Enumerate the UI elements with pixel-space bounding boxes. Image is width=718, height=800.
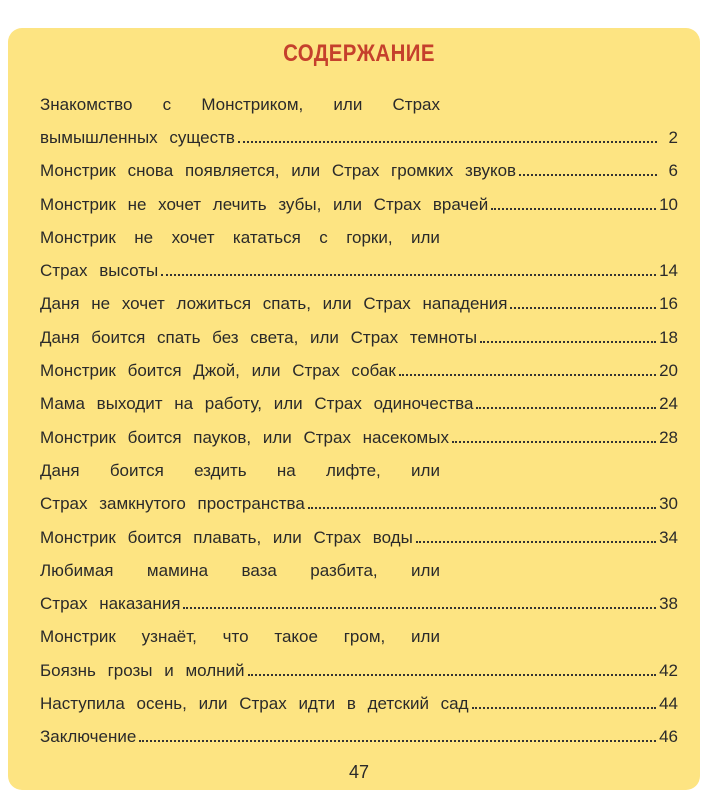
toc-entry-line[interactable] xyxy=(40,554,678,587)
dotted-leader xyxy=(248,674,657,676)
dotted-leader xyxy=(308,507,656,509)
dotted-leader xyxy=(452,441,656,443)
toc-entry-line[interactable] xyxy=(40,354,678,387)
toc-page-number: 38 xyxy=(659,594,678,614)
toc-entry-line[interactable] xyxy=(40,454,678,487)
toc-entry-line[interactable] xyxy=(40,321,678,354)
toc-entry-title: Наступила осень, или Страх идти в детский сад xyxy=(40,693,469,713)
dotted-leader xyxy=(510,307,656,309)
toc-entry-line[interactable] xyxy=(40,521,678,554)
toc-entry-title: Монстрик боится Джой, или Страх собак xyxy=(40,361,396,381)
toc-entry-title: Мама выходит на работу, или Страх одиночества xyxy=(40,394,474,414)
toc-entry-line[interactable] xyxy=(40,188,678,221)
dotted-leader xyxy=(183,607,656,609)
dotted-leader xyxy=(491,208,656,210)
toc-page-number: 18 xyxy=(659,327,678,347)
toc-entry-title: Даня боится ездить на лифте, или xyxy=(40,460,440,480)
toc-page-number: 46 xyxy=(659,727,678,747)
toc-entry-title: Даня боится спать без света, или Страх темноты xyxy=(40,327,478,347)
toc-page-number: 2 xyxy=(668,127,678,147)
toc-entry-title: Страх замкнутого пространства xyxy=(40,494,305,514)
toc-entry-line[interactable] xyxy=(40,654,678,687)
dotted-leader xyxy=(416,541,656,543)
toc-entry-line[interactable] xyxy=(40,421,678,454)
toc-entry-title: Монстрик боится пауков, или Страх насекомых xyxy=(40,427,449,447)
toc-entry-title: Монстрик не хочет лечить зубы, или Страх врачей xyxy=(40,194,489,214)
toc-entry-line[interactable] xyxy=(40,721,678,754)
toc-page-number: 20 xyxy=(659,361,678,381)
toc-entry-title: Монстрик узнаёт, что такое гром, или xyxy=(40,627,440,647)
toc-entry-title: Боязнь грозы и молний xyxy=(40,660,245,680)
table-of-contents xyxy=(40,88,678,754)
toc-entry-line[interactable] xyxy=(40,687,678,720)
toc-page-number: 6 xyxy=(668,161,678,181)
dotted-leader xyxy=(161,274,656,276)
toc-entry-line[interactable] xyxy=(40,388,678,421)
toc-entry-title: Монстрик не хочет кататься с горки, или xyxy=(40,227,440,247)
toc-entry-title: Даня не хочет ложиться спать, или Страх нападения xyxy=(40,294,508,314)
toc-page-number: 44 xyxy=(659,693,678,713)
dotted-leader xyxy=(139,740,656,742)
toc-entry-line[interactable] xyxy=(40,121,678,154)
toc-page-number: 28 xyxy=(659,427,678,447)
toc-entry-line[interactable] xyxy=(40,488,678,521)
toc-page-number: 42 xyxy=(659,660,678,680)
toc-page-number: 30 xyxy=(659,494,678,514)
toc-entry-line[interactable] xyxy=(40,587,678,620)
toc-entry-title: Монстрик снова появляется, или Страх громких звуков xyxy=(40,161,517,181)
toc-page-number: 16 xyxy=(659,294,678,314)
toc-entry-line[interactable] xyxy=(40,254,678,287)
toc-entry-line[interactable] xyxy=(40,288,678,321)
dotted-leader xyxy=(238,141,657,143)
toc-entry-title: Монстрик боится плавать, или Страх воды xyxy=(40,527,413,547)
dotted-leader xyxy=(519,174,657,176)
toc-entry-line[interactable] xyxy=(40,221,678,254)
dotted-leader xyxy=(399,374,656,376)
page-number: 47 xyxy=(348,762,370,782)
toc-entry-line[interactable] xyxy=(40,155,678,188)
dotted-leader xyxy=(476,407,656,409)
toc-page-number: 34 xyxy=(659,527,678,547)
toc-page-number: 24 xyxy=(659,394,678,414)
toc-entry-title: Знакомство с Монстриком, или Страх xyxy=(40,94,440,114)
toc-entry-title: Страх высоты xyxy=(40,261,159,281)
toc-entry-title: Любимая мамина ваза разбита, или xyxy=(40,560,440,580)
page-title: СОДЕРЖАНИЕ xyxy=(283,40,435,67)
toc-entry-line[interactable] xyxy=(40,621,678,654)
toc-page-number: 14 xyxy=(659,261,678,281)
toc-page-number: 10 xyxy=(659,194,678,214)
toc-entry-title: Страх наказания xyxy=(40,594,181,614)
toc-entry-title: вымышленных существ xyxy=(40,127,235,147)
toc-entry-title: Заключение xyxy=(40,727,137,747)
toc-entry-line[interactable] xyxy=(40,88,678,121)
dotted-leader xyxy=(472,707,657,709)
dotted-leader xyxy=(480,341,656,343)
